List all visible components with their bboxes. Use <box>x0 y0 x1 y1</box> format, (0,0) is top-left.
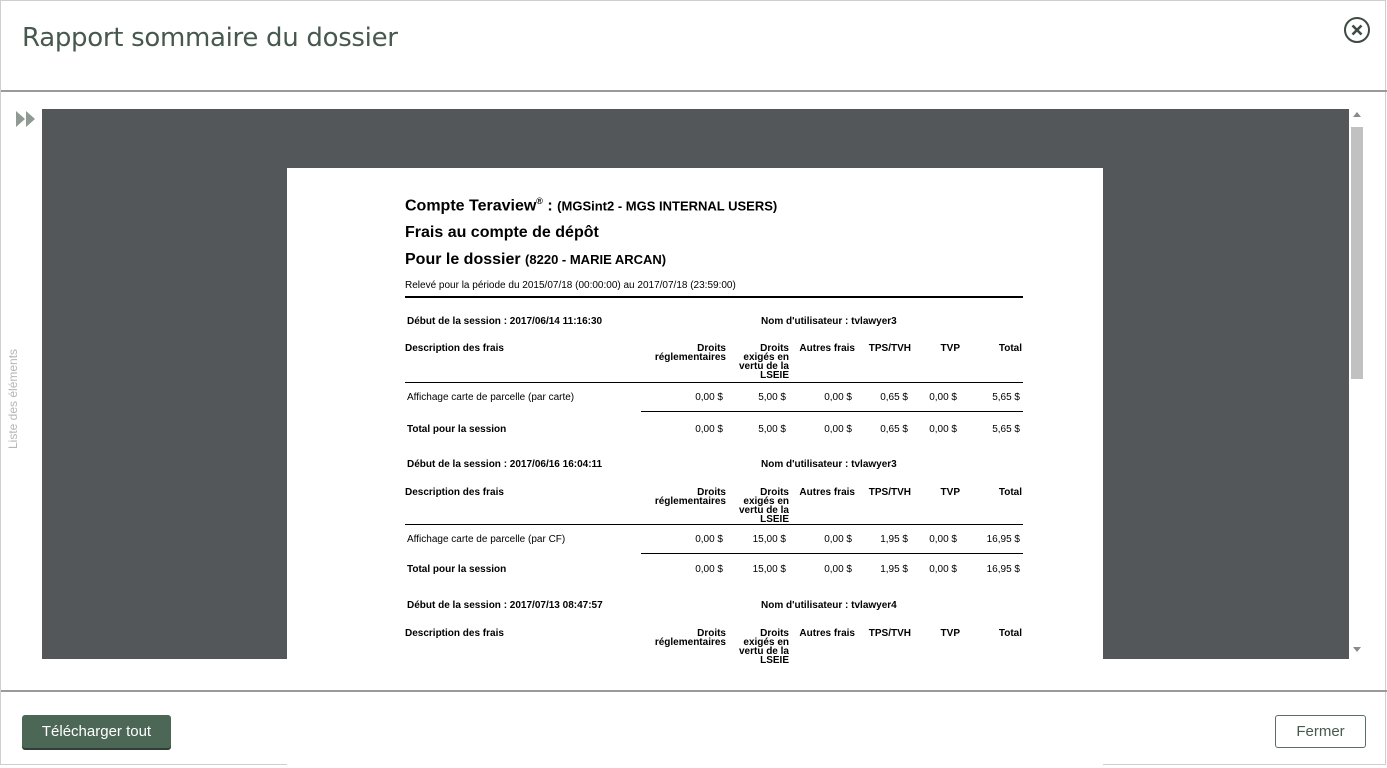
session-block <box>405 600 1023 665</box>
cell-value: 15,00 $ <box>752 564 786 575</box>
col-regulatory: Droits réglementaires <box>654 628 726 648</box>
col-lseie: Droits exigés en vertu de la LSEIE <box>738 343 789 381</box>
report-subtitle: Frais au compte de dépôt <box>405 224 599 241</box>
cell-value: 1,95 $ <box>880 534 908 545</box>
col-lseie: Droits exigés en vertu de la LSEIE <box>738 628 789 666</box>
total-row <box>405 424 1023 442</box>
close-button[interactable]: Fermer <box>1275 715 1366 748</box>
session-user: Nom d'utilisateur : tvlawyer3 <box>761 316 897 327</box>
cell-value: 0,00 $ <box>929 564 957 575</box>
document-viewer[interactable] <box>42 109 1349 666</box>
cell-value: 0,65 $ <box>880 424 908 435</box>
col-tps: TPS/TVH <box>868 628 911 639</box>
cell-value: 5,65 $ <box>992 424 1020 435</box>
items-sidebar <box>1 94 42 691</box>
session-block <box>405 459 1023 582</box>
double-chevron-right-icon[interactable] <box>16 111 38 127</box>
col-total: Total <box>998 628 1022 639</box>
viewer-scrollbar[interactable] <box>1349 109 1365 659</box>
col-other: Autres frais <box>799 628 855 639</box>
cell-value: 5,65 $ <box>992 392 1020 403</box>
cell-value: 0,00 $ <box>824 392 852 403</box>
col-tvp: TVP <box>940 628 960 639</box>
dialog-footer <box>1 690 1387 766</box>
close-dialog-button[interactable] <box>1344 17 1370 43</box>
divider <box>405 296 1023 298</box>
scroll-up-arrow-icon[interactable] <box>1353 112 1361 117</box>
period-text: Relevé pour la période du 2015/07/18 (00:00:00) au 2017/07/18 (23:59:00) <box>405 280 736 291</box>
column-headers <box>405 488 1023 524</box>
column-headers <box>405 629 1023 665</box>
cell-value: 0,00 $ <box>929 424 957 435</box>
col-tps: TPS/TVH <box>868 487 911 498</box>
account-heading: Compte Teraview® : (MGSint2 - MGS INTERNAL USERS) <box>405 196 778 215</box>
cell-value: 5,00 $ <box>758 424 786 435</box>
cell-value: 1,95 $ <box>880 564 908 575</box>
col-lseie: Droits exigés en vertu de la LSEIE <box>738 487 789 525</box>
session-start: Début de la session : 2017/07/13 08:47:57 <box>407 600 603 611</box>
col-other: Autres frais <box>799 343 855 354</box>
col-total: Total <box>998 343 1022 354</box>
session-start: Début de la session : 2017/06/14 11:16:30 <box>407 316 603 327</box>
cell-value: 16,95 $ <box>986 534 1020 545</box>
cell-description: Total pour la session <box>407 424 507 435</box>
dialog-header <box>1 1 1387 92</box>
session-user: Nom d'utilisateur : tvlawyer3 <box>761 459 897 470</box>
report-content <box>405 196 1023 665</box>
col-tps: TPS/TVH <box>868 343 911 354</box>
cell-description: Total pour la session <box>407 564 507 575</box>
session-block <box>405 316 1023 442</box>
cell-description: Affichage carte de parcelle (par CF) <box>407 534 566 545</box>
cell-value: 0,00 $ <box>929 392 957 403</box>
cell-value: 0,00 $ <box>695 534 723 545</box>
cell-value: 0,00 $ <box>929 534 957 545</box>
cell-value: 5,00 $ <box>758 392 786 403</box>
cell-value: 0,00 $ <box>824 564 852 575</box>
scroll-down-arrow-icon[interactable] <box>1353 647 1361 652</box>
col-other: Autres frais <box>799 487 855 498</box>
cell-value: 0,00 $ <box>695 392 723 403</box>
report-page <box>287 168 1103 768</box>
session-start: Début de la session : 2017/06/16 16:04:11 <box>407 459 603 470</box>
divider <box>641 553 1023 554</box>
col-tvp: TVP <box>940 487 960 498</box>
cell-value: 16,95 $ <box>986 564 1020 575</box>
cell-value: 0,00 $ <box>824 534 852 545</box>
scroll-thumb[interactable] <box>1351 127 1363 379</box>
column-headers <box>405 344 1023 380</box>
divider <box>641 411 1023 412</box>
col-description: Description des frais <box>405 343 504 354</box>
folder-heading: Pour le dossier (8220 - MARIE ARCAN) <box>405 251 667 268</box>
cell-value: 0,65 $ <box>880 392 908 403</box>
download-all-button[interactable]: Télécharger tout <box>22 715 171 748</box>
cell-value: 0,00 $ <box>695 564 723 575</box>
total-row <box>405 564 1023 582</box>
table-row <box>405 534 1023 552</box>
cell-value: 0,00 $ <box>695 424 723 435</box>
table-row <box>405 392 1023 410</box>
items-list-label[interactable]: Liste des éléments <box>6 348 20 449</box>
session-user: Nom d'utilisateur : tvlawyer4 <box>761 600 897 611</box>
divider <box>405 382 1023 383</box>
col-regulatory: Droits réglementaires <box>654 343 726 363</box>
cell-value: 15,00 $ <box>752 534 786 545</box>
cell-description: Affichage carte de parcelle (par carte) <box>407 392 575 403</box>
close-icon <box>1351 24 1363 36</box>
col-regulatory: Droits réglementaires <box>654 487 726 507</box>
col-total: Total <box>998 487 1022 498</box>
col-description: Description des frais <box>405 487 504 498</box>
dialog-title: Rapport sommaire du dossier <box>22 23 398 53</box>
col-description: Description des frais <box>405 628 504 639</box>
cell-value: 0,00 $ <box>824 424 852 435</box>
divider <box>405 524 1023 525</box>
col-tvp: TVP <box>940 343 960 354</box>
